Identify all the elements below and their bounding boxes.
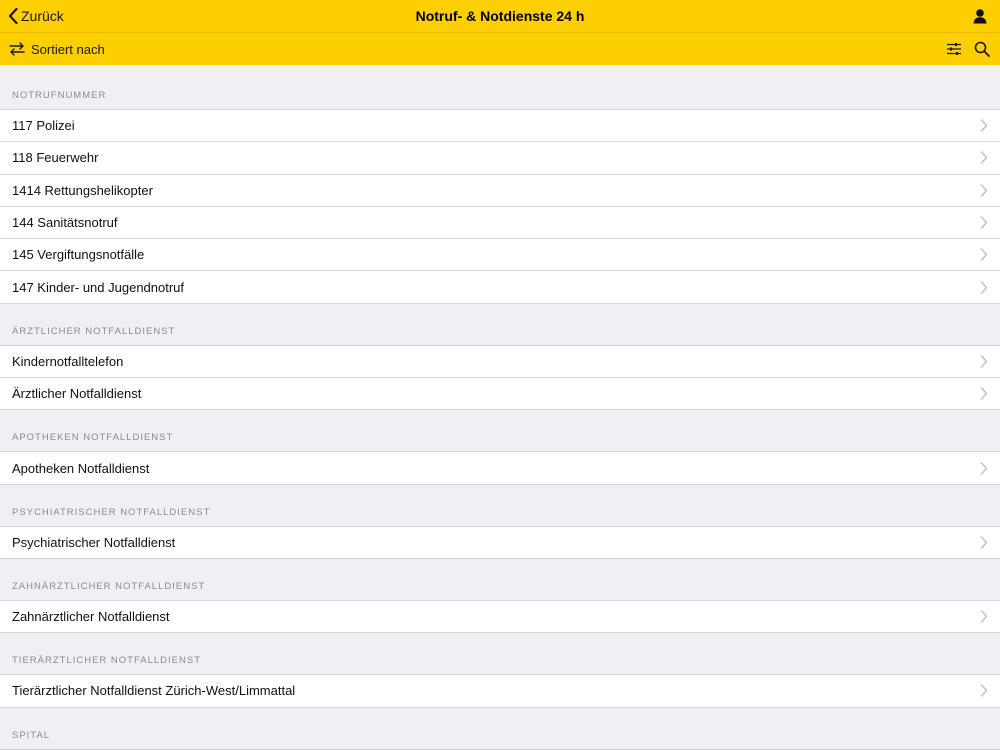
chevron-right-icon — [980, 684, 988, 697]
list-item[interactable] — [0, 175, 1000, 207]
chevron-right-icon — [980, 216, 988, 229]
chevron-right-icon — [980, 355, 988, 368]
section-list — [0, 109, 1000, 304]
section-list — [0, 600, 1000, 633]
list-item-label: Ärztlicher Notfalldienst — [12, 386, 142, 402]
list-item[interactable] — [0, 527, 1000, 559]
chevron-right-icon — [980, 184, 988, 197]
section-header: SPITAL — [12, 729, 51, 741]
chevron-right-icon — [980, 119, 988, 132]
list-item[interactable] — [0, 110, 1000, 142]
list-item-label: Zahnärztlicher Notfalldienst — [12, 609, 170, 625]
list-item-label: Apotheken Notfalldienst — [12, 460, 150, 476]
section-list — [0, 749, 1000, 750]
list-item-label: 117 Polizei — [12, 118, 75, 134]
chevron-right-icon — [980, 536, 988, 549]
list-item[interactable] — [0, 675, 1000, 707]
person-icon[interactable] — [972, 8, 988, 24]
list-item[interactable] — [0, 378, 1000, 410]
section-list — [0, 526, 1000, 559]
list-item[interactable] — [0, 207, 1000, 239]
list-item-label: 147 Kinder- und Jugendnotruf — [12, 279, 185, 295]
list-item[interactable] — [0, 346, 1000, 378]
chevron-left-icon — [8, 8, 18, 24]
list-item-label: 144 Sanitätsnotruf — [12, 215, 118, 231]
list-item[interactable] — [0, 271, 1000, 303]
back-label: Zurück — [21, 8, 64, 24]
section-header: ZAHNÄRZTLICHER NOTFALLDIENST — [12, 580, 206, 592]
section-header: ÄRZTLICHER NOTFALLDIENST — [12, 325, 176, 337]
list-item-label: Tierärztlicher Notfalldienst Zürich-West/Limmattal — [12, 683, 296, 699]
chevron-right-icon — [980, 610, 988, 623]
list-item-label: 145 Vergiftungsnotfälle — [12, 247, 145, 263]
section-header: NOTRUFNUMMER — [12, 90, 107, 101]
list-item[interactable] — [0, 239, 1000, 271]
list-item[interactable] — [0, 601, 1000, 633]
list-item-label: Psychiatrischer Notfalldienst — [12, 534, 176, 550]
emergency-list[interactable] — [0, 65, 1000, 750]
sort-label: Sortiert nach — [31, 41, 105, 57]
list-item-label: 118 Feuerwehr — [12, 150, 99, 166]
chevron-right-icon — [980, 281, 988, 294]
chevron-right-icon — [980, 462, 988, 475]
list-item-label: Kindernotfalltelefon — [12, 353, 124, 369]
chevron-right-icon — [980, 387, 988, 400]
sort-button[interactable] — [8, 33, 105, 65]
section-header: APOTHEKEN NOTFALLDIENST — [12, 432, 174, 444]
chevron-right-icon — [980, 151, 988, 164]
section-header: PSYCHIATRISCHER NOTFALLDIENST — [12, 506, 211, 518]
navigation-bar — [0, 0, 1000, 32]
chevron-right-icon — [980, 248, 988, 261]
page-title: Notruf- & Notdienste 24 h — [415, 8, 585, 24]
section-header: TIERÄRZTLICHER NOTFALLDIENST — [12, 655, 201, 667]
swap-arrows-icon — [8, 42, 26, 56]
list-item[interactable] — [0, 452, 1000, 484]
back-button[interactable] — [8, 0, 64, 32]
section-list — [0, 345, 1000, 411]
search-icon[interactable] — [974, 41, 990, 57]
sliders-icon[interactable] — [946, 41, 962, 57]
list-item[interactable] — [0, 142, 1000, 174]
section-list — [0, 451, 1000, 484]
list-item-label: 1414 Rettungshelikopter — [12, 182, 153, 198]
section-list — [0, 674, 1000, 707]
sort-toolbar — [0, 32, 1000, 65]
